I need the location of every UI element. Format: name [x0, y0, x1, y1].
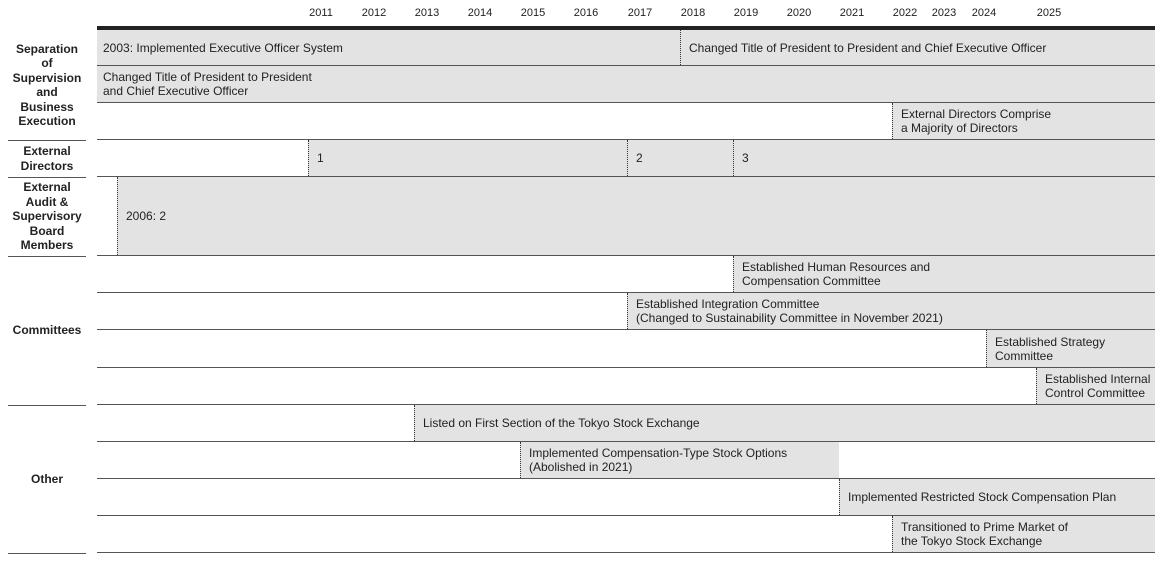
year-label-2012: 2012 — [361, 7, 387, 19]
year-label-2014: 2014 — [467, 7, 493, 19]
year-label-2015: 2015 — [520, 7, 546, 19]
event-label: Established Internal Control Committee — [1045, 372, 1151, 400]
category-audit — [8, 177, 86, 256]
year-label-2019: 2019 — [733, 7, 759, 19]
timeline-row — [97, 177, 1155, 256]
event-start-marker — [627, 140, 628, 176]
category-label: Committees — [12, 323, 82, 338]
timeline-row — [97, 442, 1155, 479]
event-label: Transitioned to Prime Market of the Tokyo Stock Exchange — [901, 520, 1068, 548]
event-start-marker — [1036, 368, 1037, 404]
category-label: Other — [30, 471, 63, 486]
year-label-2024: 2024 — [971, 7, 997, 19]
timeline-row — [97, 66, 1155, 103]
category-label: Separation of Supervision and Business Execution — [12, 41, 82, 128]
category-label: External Audit & Supervisory Board Members — [12, 180, 82, 253]
event-label: Changed Title of President to President and Chief Executive Officer — [103, 70, 312, 98]
event-label: Changed Title of President to President and Chief Executive Officer — [689, 40, 1047, 55]
year-label-2011: 2011 — [309, 7, 333, 19]
event-label: Established Strategy Committee — [995, 334, 1106, 363]
event-start-marker — [892, 103, 893, 139]
event-start-marker — [986, 330, 987, 367]
event-start-marker — [627, 293, 628, 329]
event-label: Established Integration Committee (Changed to Sustainability Committee in November 2021) — [636, 297, 943, 325]
year-label-2020: 2020 — [786, 7, 812, 19]
event-start-marker — [308, 140, 309, 176]
year-label-2021: 2021 — [839, 7, 865, 19]
event-label: 2 — [636, 151, 643, 165]
timeline-row — [97, 516, 1155, 553]
year-label-2018: 2018 — [680, 7, 706, 19]
category-other — [8, 405, 86, 553]
timeline-row — [97, 330, 1155, 368]
event-label: External Directors Comprise a Majority of Directors — [901, 107, 1052, 135]
event-label: Implemented Restricted Stock Compensation Plan — [848, 490, 1117, 504]
event-bar — [733, 140, 1155, 176]
event-bar — [117, 177, 1155, 255]
year-label-2022: 2022 — [892, 7, 918, 19]
year-label-2025: 2025 — [1036, 7, 1062, 19]
category-separation — [8, 30, 86, 140]
event-start-marker — [680, 30, 681, 65]
year-label-2016: 2016 — [573, 7, 599, 19]
event-label: 1 — [317, 151, 324, 165]
event-start-marker — [733, 256, 734, 292]
timeline-row — [97, 293, 1155, 330]
event-label: Implemented Compensation-Type Stock Options (Abolished in 2021) — [529, 446, 788, 474]
year-label-2013: 2013 — [414, 7, 440, 19]
timeline-row — [97, 30, 1155, 66]
event-start-marker — [117, 177, 118, 255]
timeline-row — [97, 479, 1155, 516]
category-label: External Directors — [20, 144, 74, 173]
event-label: Established Human Resources and Compensation Committee — [742, 260, 931, 288]
timeline-row — [97, 256, 1155, 293]
event-start-marker — [892, 516, 893, 552]
category-divider — [8, 553, 86, 554]
event-bar — [308, 140, 627, 176]
event-label: 2003: Implemented Executive Officer System — [103, 40, 343, 55]
year-label-2023: 2023 — [931, 7, 957, 19]
event-label: Listed on First Section of the Tokyo Stock Exchange — [423, 416, 700, 430]
timeline-row — [97, 103, 1155, 140]
event-label: 2006: 2 — [126, 209, 167, 223]
event-label: 3 — [742, 151, 749, 165]
timeline-row — [97, 405, 1155, 442]
event-start-marker — [520, 442, 521, 478]
event-start-marker — [839, 479, 840, 515]
event-start-marker — [414, 405, 415, 441]
year-label-2017: 2017 — [627, 7, 653, 19]
timeline-row — [97, 368, 1155, 405]
category-committees — [8, 256, 86, 405]
event-start-marker — [733, 140, 734, 176]
category-external-directors — [8, 140, 86, 177]
timeline-row — [97, 140, 1155, 177]
